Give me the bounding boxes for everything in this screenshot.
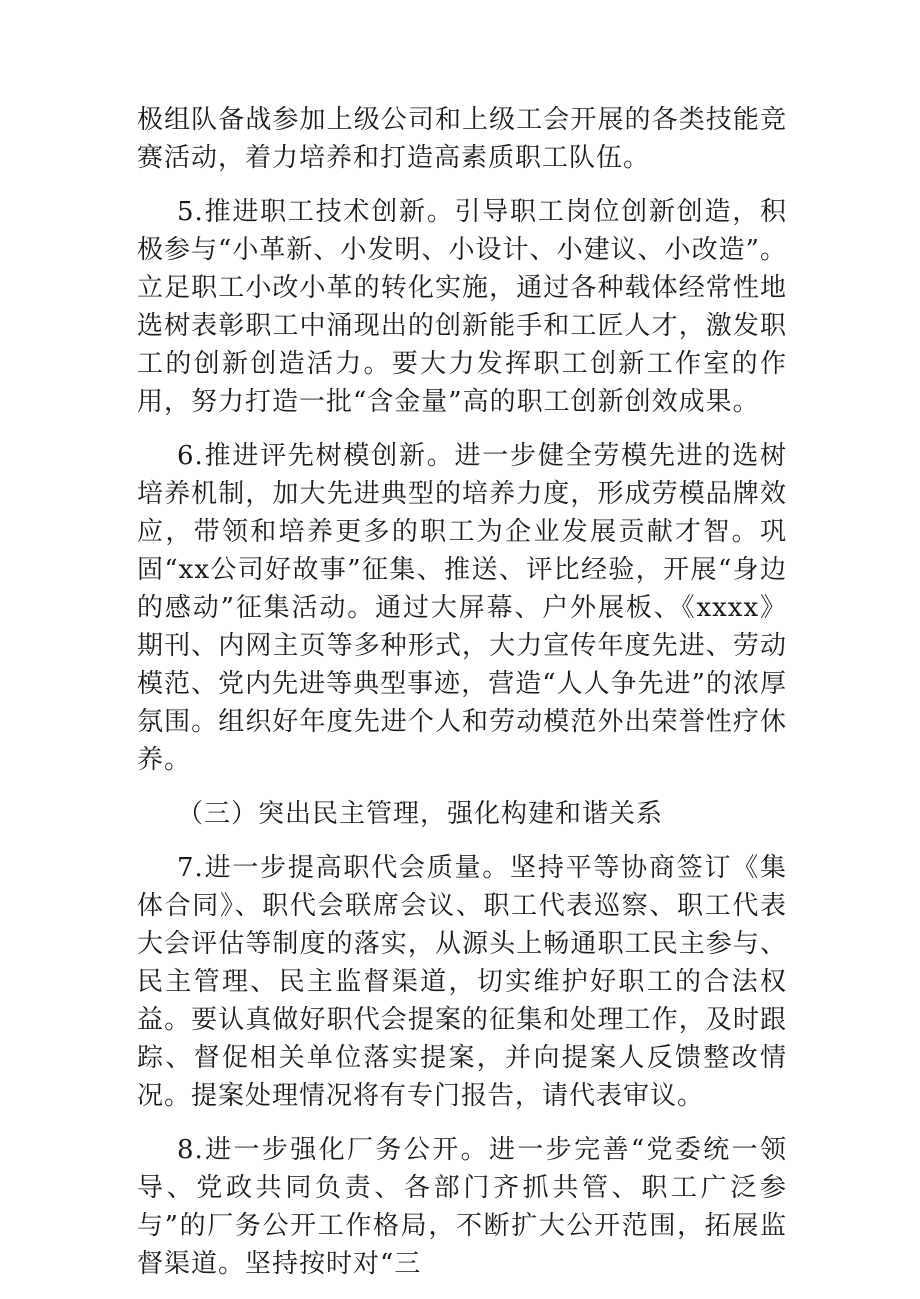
paragraph-item-8: 8.进一步强化厂务公开。进一步完善“党委统一领导、党政共同负责、各部门齐抓共管、职工广泛参与”的厂务公开工作格局，不断扩大公开范围，拓展监督渠道。坚持按时对“三 bbox=[137, 1135, 787, 1279]
section-heading-3: （三）突出民主管理，强化构建和谐关系 bbox=[177, 799, 664, 829]
paragraph-continuation: 极组队备战参加上级公司和上级工会开展的各类技能竞赛活动，着力培养和打造高素质职工队伍。 bbox=[137, 105, 787, 173]
paragraph-item-5: 5.推进职工技术创新。引导职工岗位创新创造，积极参与“小革新、小发明、小设计、小建议、小改造”。立足职工小改小革的转化实施，通过各种载体经常性地选树表彰职工中涌现出的创新能手和工匠人才，激发职工的创新创造活力。要大力发挥职工创新工作室的作用，努力打造一批“含金量”高的职工创新创效成果。 bbox=[137, 197, 787, 417]
document-body bbox=[137, 101, 787, 1299]
paragraph-item-6: 6.推进评先树模创新。进一步健全劳模先进的选树培养机制，加大先进典型的培养力度，形成劳模品牌效应，带领和培养更多的职工为企业发展贡献才智。巩固“xx公司好故事”征集、推送、评比经验，开展“身边的感动”征集活动。通过大屏幕、户外展板、《xxxx》期刊、内网主页等多种形式，大力宣传年度先进、劳动模范、党内先进等典型事迹，营造“人人争先进”的浓厚氛围。组织好年度先进个人和劳动模范外出荣誉性疗休养。 bbox=[137, 441, 787, 775]
paragraph-item-7: 7.进一步提高职代会质量。坚持平等协商签订《集体合同》、职代会联席会议、职工代表巡察、职工代表大会评估等制度的落实，从源头上畅通职工民主参与、民主管理、民主监督渠道，切实维护好职工的合法权益。要认真做好职代会提案的征集和处理工作，及时跟踪、督促相关单位落实提案，并向提案人反馈整改情况。提案处理情况将有专门报告，请代表审议。 bbox=[137, 853, 787, 1111]
